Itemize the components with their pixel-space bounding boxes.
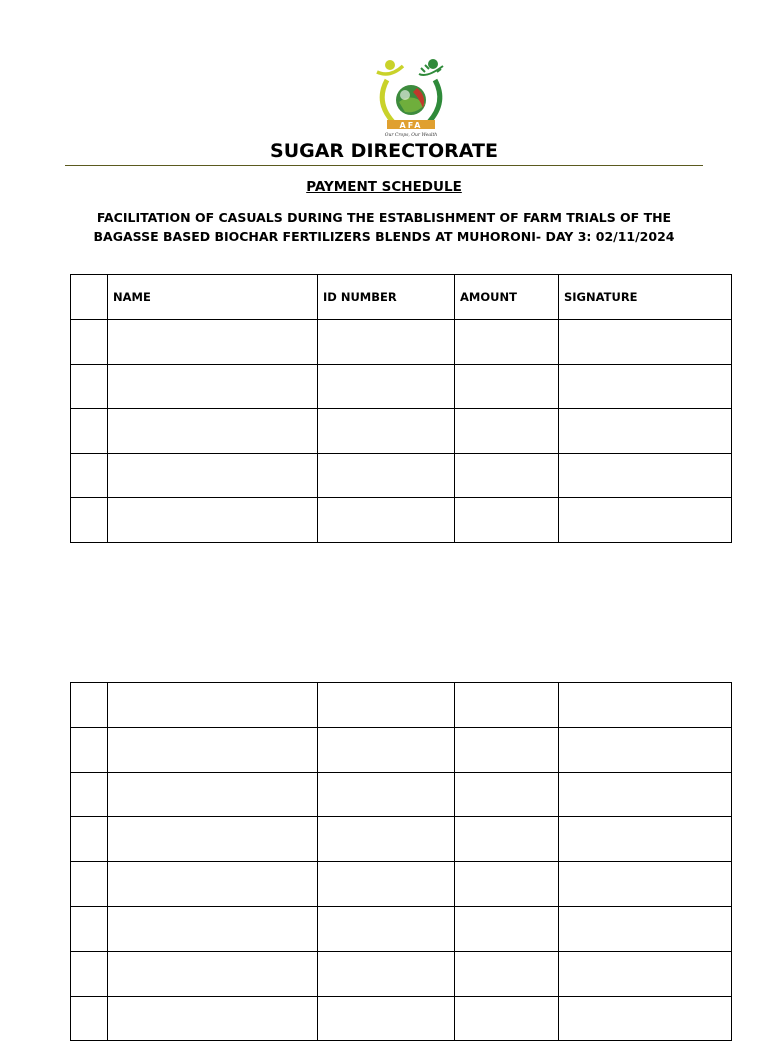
table-cell[interactable] (455, 727, 559, 772)
table-cell[interactable] (559, 727, 732, 772)
column-header-number (71, 275, 108, 320)
table-cell[interactable] (108, 906, 318, 951)
table-cell[interactable] (455, 951, 559, 996)
table-cell[interactable] (559, 862, 732, 907)
table-cell[interactable] (318, 817, 455, 862)
table-row (71, 727, 732, 772)
column-header-name: NAME (108, 275, 318, 320)
table-cell[interactable] (318, 906, 455, 951)
table-cell[interactable] (71, 320, 108, 365)
table-row (71, 498, 732, 543)
logo-leaf-head (428, 59, 438, 69)
table-cell[interactable] (318, 996, 455, 1041)
column-header-id-number: ID NUMBER (318, 275, 455, 320)
table-cell[interactable] (318, 683, 455, 728)
table-row (71, 862, 732, 907)
logo-right-arc (429, 80, 440, 122)
table-row (71, 364, 732, 409)
table-cell[interactable] (71, 906, 108, 951)
table-cell[interactable] (108, 409, 318, 454)
table-cell[interactable] (71, 364, 108, 409)
table-cell[interactable] (318, 453, 455, 498)
table-cell[interactable] (455, 996, 559, 1041)
table-cell[interactable] (71, 453, 108, 498)
table-cell[interactable] (455, 364, 559, 409)
table-cell[interactable] (559, 498, 732, 543)
document-subtitle: PAYMENT SCHEDULE (306, 179, 462, 195)
table-row (71, 906, 732, 951)
table-cell[interactable] (108, 320, 318, 365)
table-cell[interactable] (455, 862, 559, 907)
table-cell[interactable] (559, 364, 732, 409)
column-header-signature: SIGNATURE (559, 275, 732, 320)
table-cell[interactable] (108, 364, 318, 409)
table-cell[interactable] (108, 817, 318, 862)
table-row (71, 772, 732, 817)
table-cell[interactable] (559, 683, 732, 728)
table-cell[interactable] (455, 453, 559, 498)
table-cell[interactable] (455, 498, 559, 543)
table-cell[interactable] (108, 772, 318, 817)
table-cell[interactable] (559, 409, 732, 454)
table-cell[interactable] (318, 951, 455, 996)
table-cell[interactable] (318, 320, 455, 365)
table-row (71, 683, 732, 728)
table-cell[interactable] (455, 772, 559, 817)
table-cell[interactable] (71, 772, 108, 817)
table-row (71, 320, 732, 365)
table-cell[interactable] (559, 817, 732, 862)
table-cell[interactable] (559, 453, 732, 498)
table-cell[interactable] (108, 996, 318, 1041)
page-title: SUGAR DIRECTORATE (270, 140, 498, 162)
table-cell[interactable] (71, 727, 108, 772)
table-cell[interactable] (559, 996, 732, 1041)
logo-globe-highlight (400, 90, 410, 100)
table-cell[interactable] (71, 951, 108, 996)
column-header-amount: AMOUNT (455, 275, 559, 320)
table-row (71, 409, 732, 454)
table-cell[interactable] (318, 498, 455, 543)
logo-figure-head (385, 60, 395, 70)
table-cell[interactable] (455, 906, 559, 951)
table-header-row (71, 275, 732, 320)
payment-table-continued (70, 682, 732, 1041)
table-cell[interactable] (108, 951, 318, 996)
logo-tagline: Our Crops, Our Wealth (384, 133, 438, 138)
table-cell[interactable] (318, 364, 455, 409)
table-cell[interactable] (108, 498, 318, 543)
table-cell[interactable] (71, 498, 108, 543)
table-cell[interactable] (455, 817, 559, 862)
payment-table (70, 274, 732, 543)
table-cell[interactable] (108, 453, 318, 498)
table-row (71, 453, 732, 498)
table-cell[interactable] (559, 951, 732, 996)
table-cell[interactable] (71, 683, 108, 728)
table-cell[interactable] (455, 320, 559, 365)
table-cell[interactable] (559, 772, 732, 817)
table-row (71, 996, 732, 1041)
table-cell[interactable] (559, 320, 732, 365)
table-cell[interactable] (71, 409, 108, 454)
afa-logo (347, 52, 475, 138)
table-cell[interactable] (108, 683, 318, 728)
table-cell[interactable] (559, 906, 732, 951)
table-cell[interactable] (455, 409, 559, 454)
table-cell[interactable] (455, 683, 559, 728)
logo-banner-text: AFA (399, 121, 423, 130)
table-cell[interactable] (318, 727, 455, 772)
title-divider (65, 165, 703, 166)
table-cell[interactable] (71, 817, 108, 862)
table-cell[interactable] (71, 862, 108, 907)
document-description: FACILITATION OF CASUALS DURING THE ESTABLISHMENT OF FARM TRIALS OF THE BAGASSE BASED BIOCHAR FERTILIZERS BLENDS AT MUHORONI- DAY 3: 02/11/2024 (93, 210, 675, 244)
table-cell[interactable] (318, 409, 455, 454)
table-cell[interactable] (318, 772, 455, 817)
logo-left-arc (382, 80, 393, 122)
table-cell[interactable] (108, 862, 318, 907)
table-cell[interactable] (71, 996, 108, 1041)
table-row (71, 817, 732, 862)
table-cell[interactable] (108, 727, 318, 772)
table-cell[interactable] (318, 862, 455, 907)
table-row (71, 951, 732, 996)
